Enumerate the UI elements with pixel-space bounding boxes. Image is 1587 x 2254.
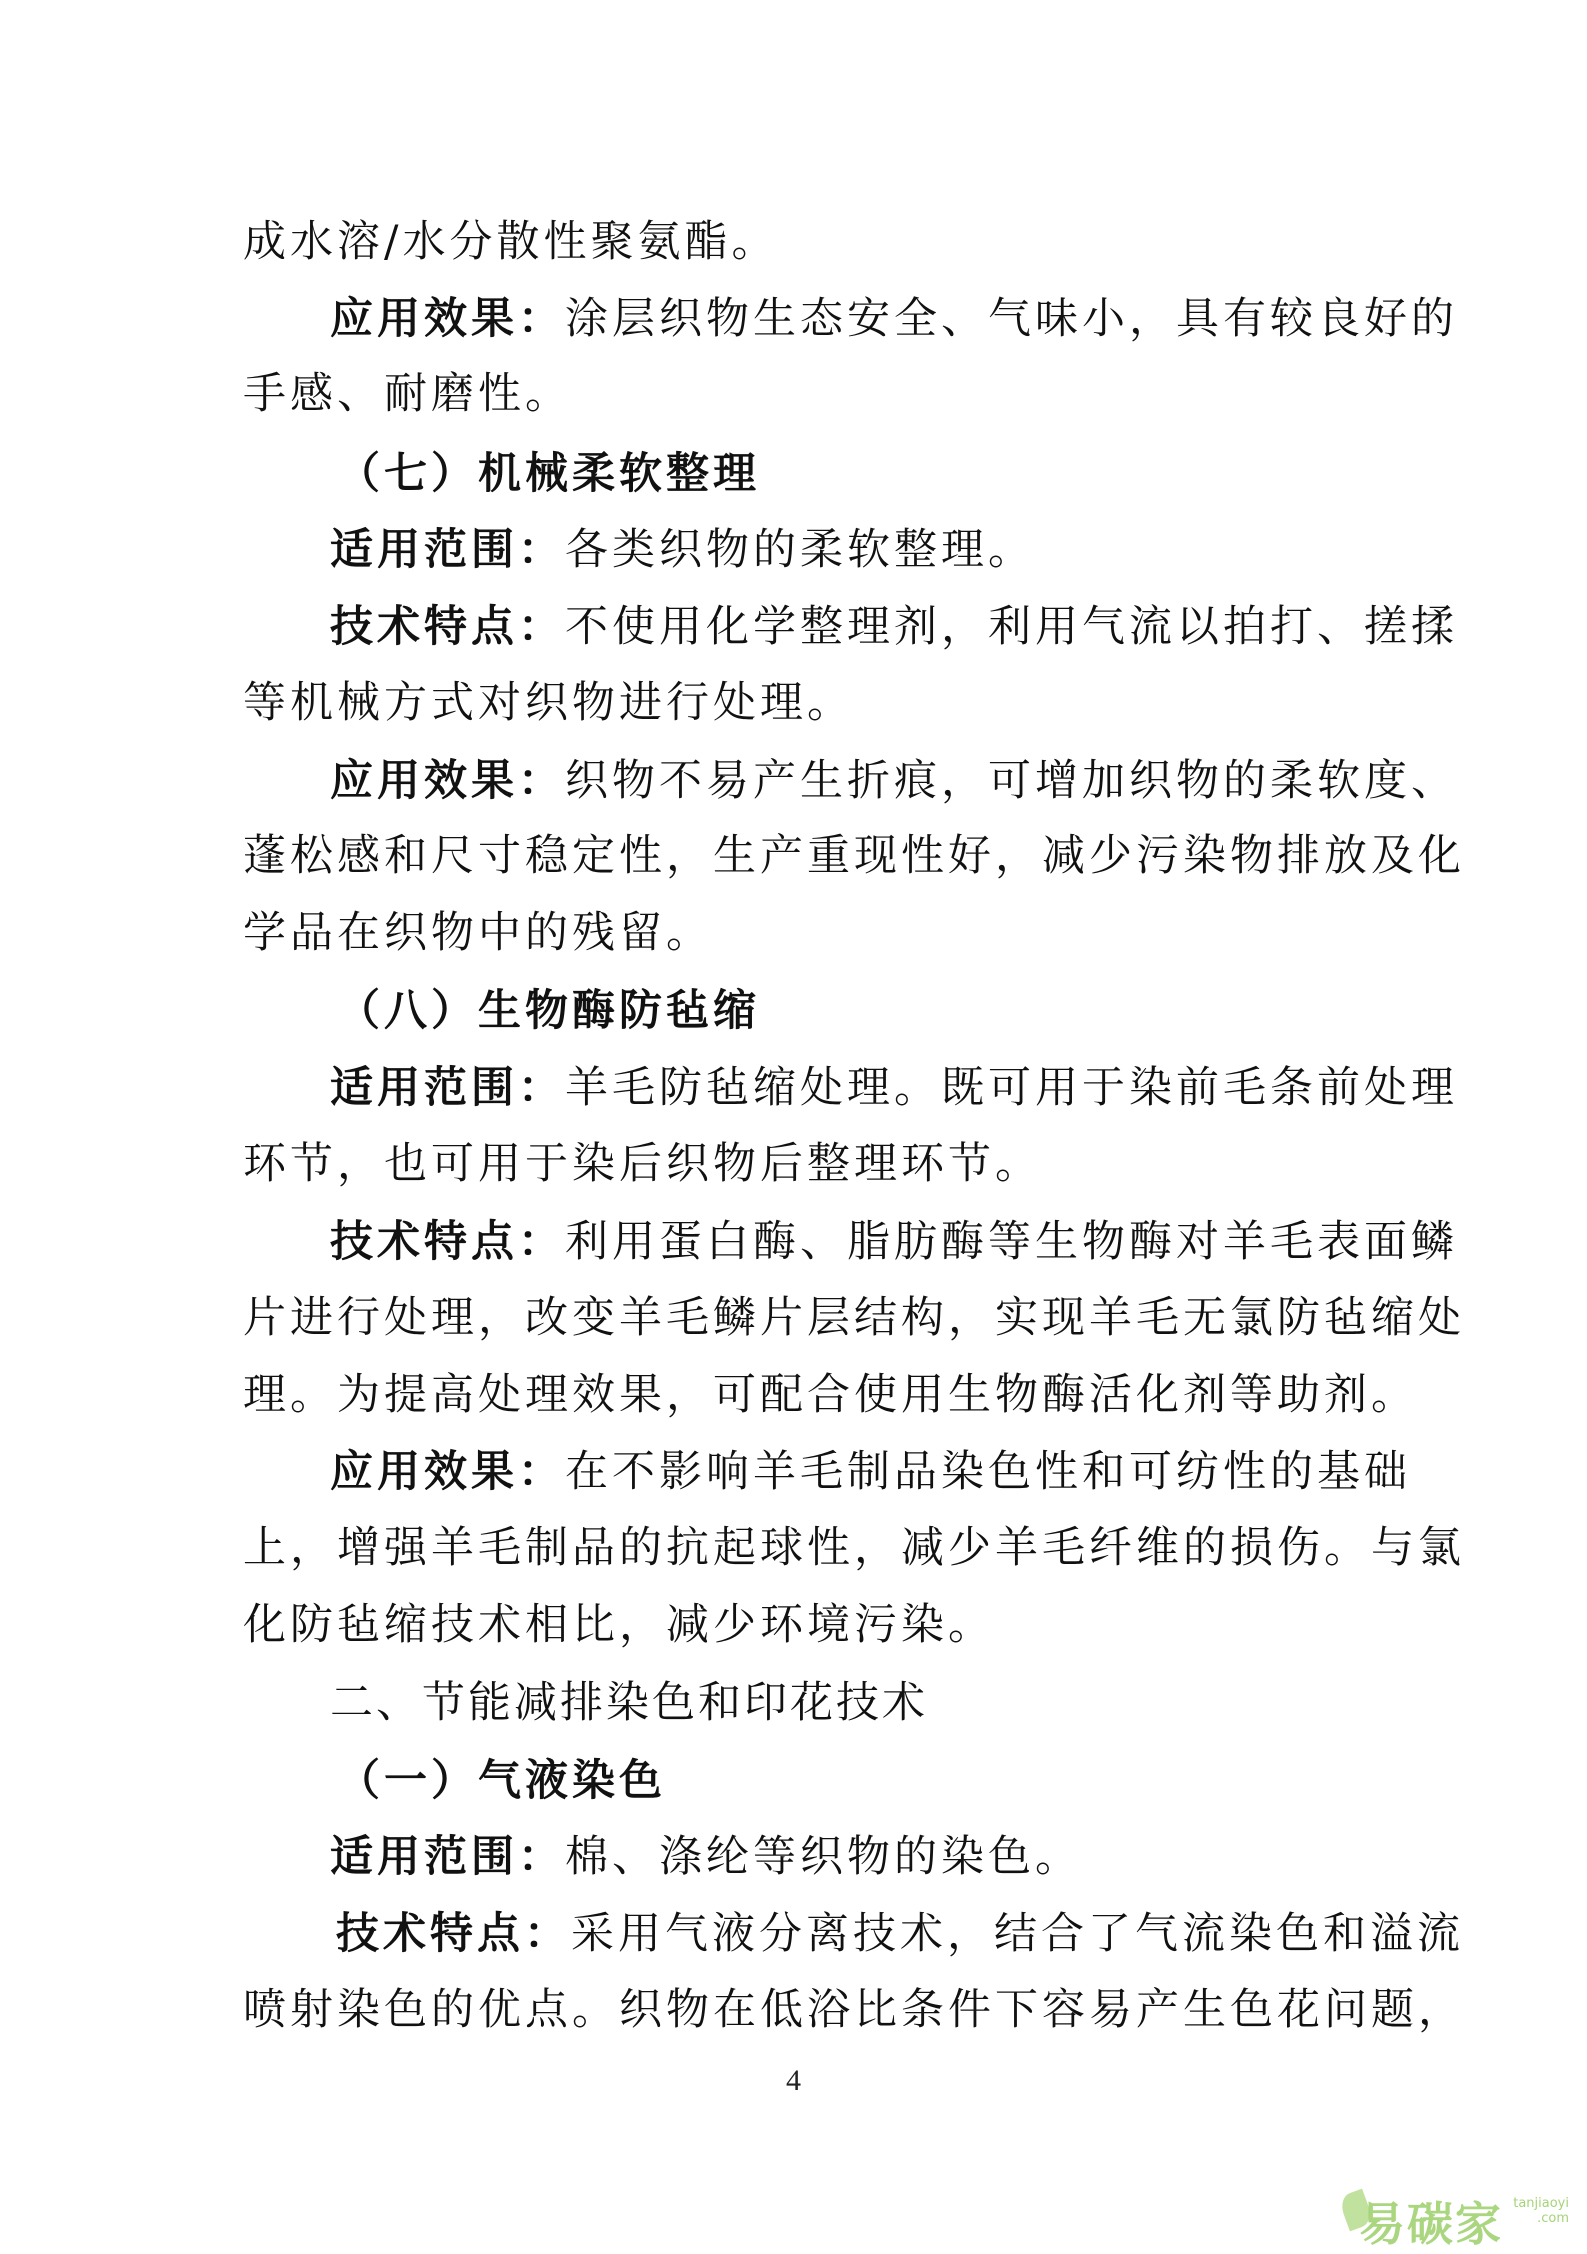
- text-line: [0, 1906, 1587, 1962]
- line-text: 涂层织物生态安全、气味小，具有较良好的: [565, 294, 1458, 344]
- text-line: [0, 753, 1587, 809]
- text-line: [0, 1520, 1587, 1576]
- text-line: [0, 828, 1587, 884]
- text-line: [0, 1829, 1587, 1885]
- text-line: [0, 1214, 1587, 1270]
- line-text: 片进行处理，改变羊毛鳞片层结构，实现羊毛无氯防毡缩处: [243, 1293, 1465, 1343]
- line-text: 上，增强羊毛制品的抗起球性，减少羊毛纤维的损伤。与氯: [243, 1523, 1465, 1573]
- watermark-domain: [1513, 2196, 1569, 2226]
- text-line: [0, 1060, 1587, 1116]
- text-line: [0, 1597, 1587, 1653]
- line-text: 棉、涤纶等织物的染色。: [565, 1832, 1082, 1882]
- line-text: 学品在织物中的残留。: [243, 908, 713, 958]
- line-label: 技术特点：: [330, 602, 565, 652]
- text-line: [0, 1444, 1587, 1500]
- line-label: 技术特点：: [330, 1217, 565, 1267]
- subsection-heading: [0, 446, 1587, 502]
- section-heading: [0, 1675, 1587, 1731]
- subsection-heading: [0, 983, 1587, 1039]
- heading-text: （八）生物酶防毡缩: [337, 986, 760, 1036]
- line-label: 应用效果：: [330, 294, 565, 344]
- line-label: 适用范围：: [330, 525, 565, 575]
- line-label: 适用范围：: [330, 1832, 565, 1882]
- line-text: 理。为提高处理效果，可配合使用生物酶活化剂等助剂。: [243, 1370, 1418, 1420]
- text-line: [0, 366, 1587, 422]
- text-line: [0, 675, 1587, 731]
- heading-text: （一）气液染色: [337, 1756, 666, 1806]
- line-text: 羊毛防毡缩处理。既可用于染前毛条前处理: [565, 1063, 1458, 1113]
- text-line: [0, 214, 1587, 270]
- subsection-heading: [0, 1753, 1587, 1809]
- heading-text: 二、节能减排染色和印花技术: [330, 1678, 928, 1728]
- watermark-domain-1: tanjiaoyi: [1513, 2196, 1569, 2211]
- text-line: [0, 1982, 1587, 2038]
- text-line: [0, 1367, 1587, 1423]
- line-text: 在不影响羊毛制品染色性和可纺性的基础: [565, 1447, 1411, 1497]
- watermark-domain-2: .com: [1537, 2211, 1569, 2226]
- watermark-brand: 易碳家: [1359, 2197, 1503, 2251]
- line-text: 采用气液分离技术，结合了气流染色和溢流: [571, 1909, 1464, 1959]
- line-text: 化防毡缩技术相比，减少环境污染。: [243, 1600, 995, 1650]
- line-text: 成水溶/水分散性聚氨酯。: [243, 217, 779, 267]
- watermark-logo: [1359, 2188, 1569, 2251]
- line-label: 应用效果：: [330, 1447, 565, 1497]
- line-text: 手感、耐磨性。: [243, 369, 572, 419]
- text-line: [0, 599, 1587, 655]
- page-number: 4: [786, 2064, 801, 2097]
- text-line: [0, 905, 1587, 961]
- text-line: [0, 1136, 1587, 1192]
- heading-text: （七）机械柔软整理: [337, 449, 760, 499]
- line-text: 等机械方式对织物进行处理。: [243, 678, 854, 728]
- line-text: 各类织物的柔软整理。: [565, 525, 1035, 575]
- line-text: 喷射染色的优点。织物在低浴比条件下容易产生色花问题，: [243, 1985, 1465, 2035]
- line-label: 应用效果：: [330, 756, 565, 806]
- line-text: 蓬松感和尺寸稳定性，生产重现性好，减少污染物排放及化: [243, 831, 1465, 881]
- line-text: 利用蛋白酶、脂肪酶等生物酶对羊毛表面鳞: [565, 1217, 1458, 1267]
- line-text: 不使用化学整理剂，利用气流以拍打、搓揉: [565, 602, 1458, 652]
- text-line: [0, 1290, 1587, 1346]
- text-line: [0, 522, 1587, 578]
- line-text: 织物不易产生折痕，可增加织物的柔软度、: [565, 756, 1458, 806]
- line-text: 环节，也可用于染后织物后整理环节。: [243, 1139, 1042, 1189]
- line-label: 技术特点：: [336, 1909, 571, 1959]
- line-label: 适用范围：: [330, 1063, 565, 1113]
- text-line: [0, 291, 1587, 347]
